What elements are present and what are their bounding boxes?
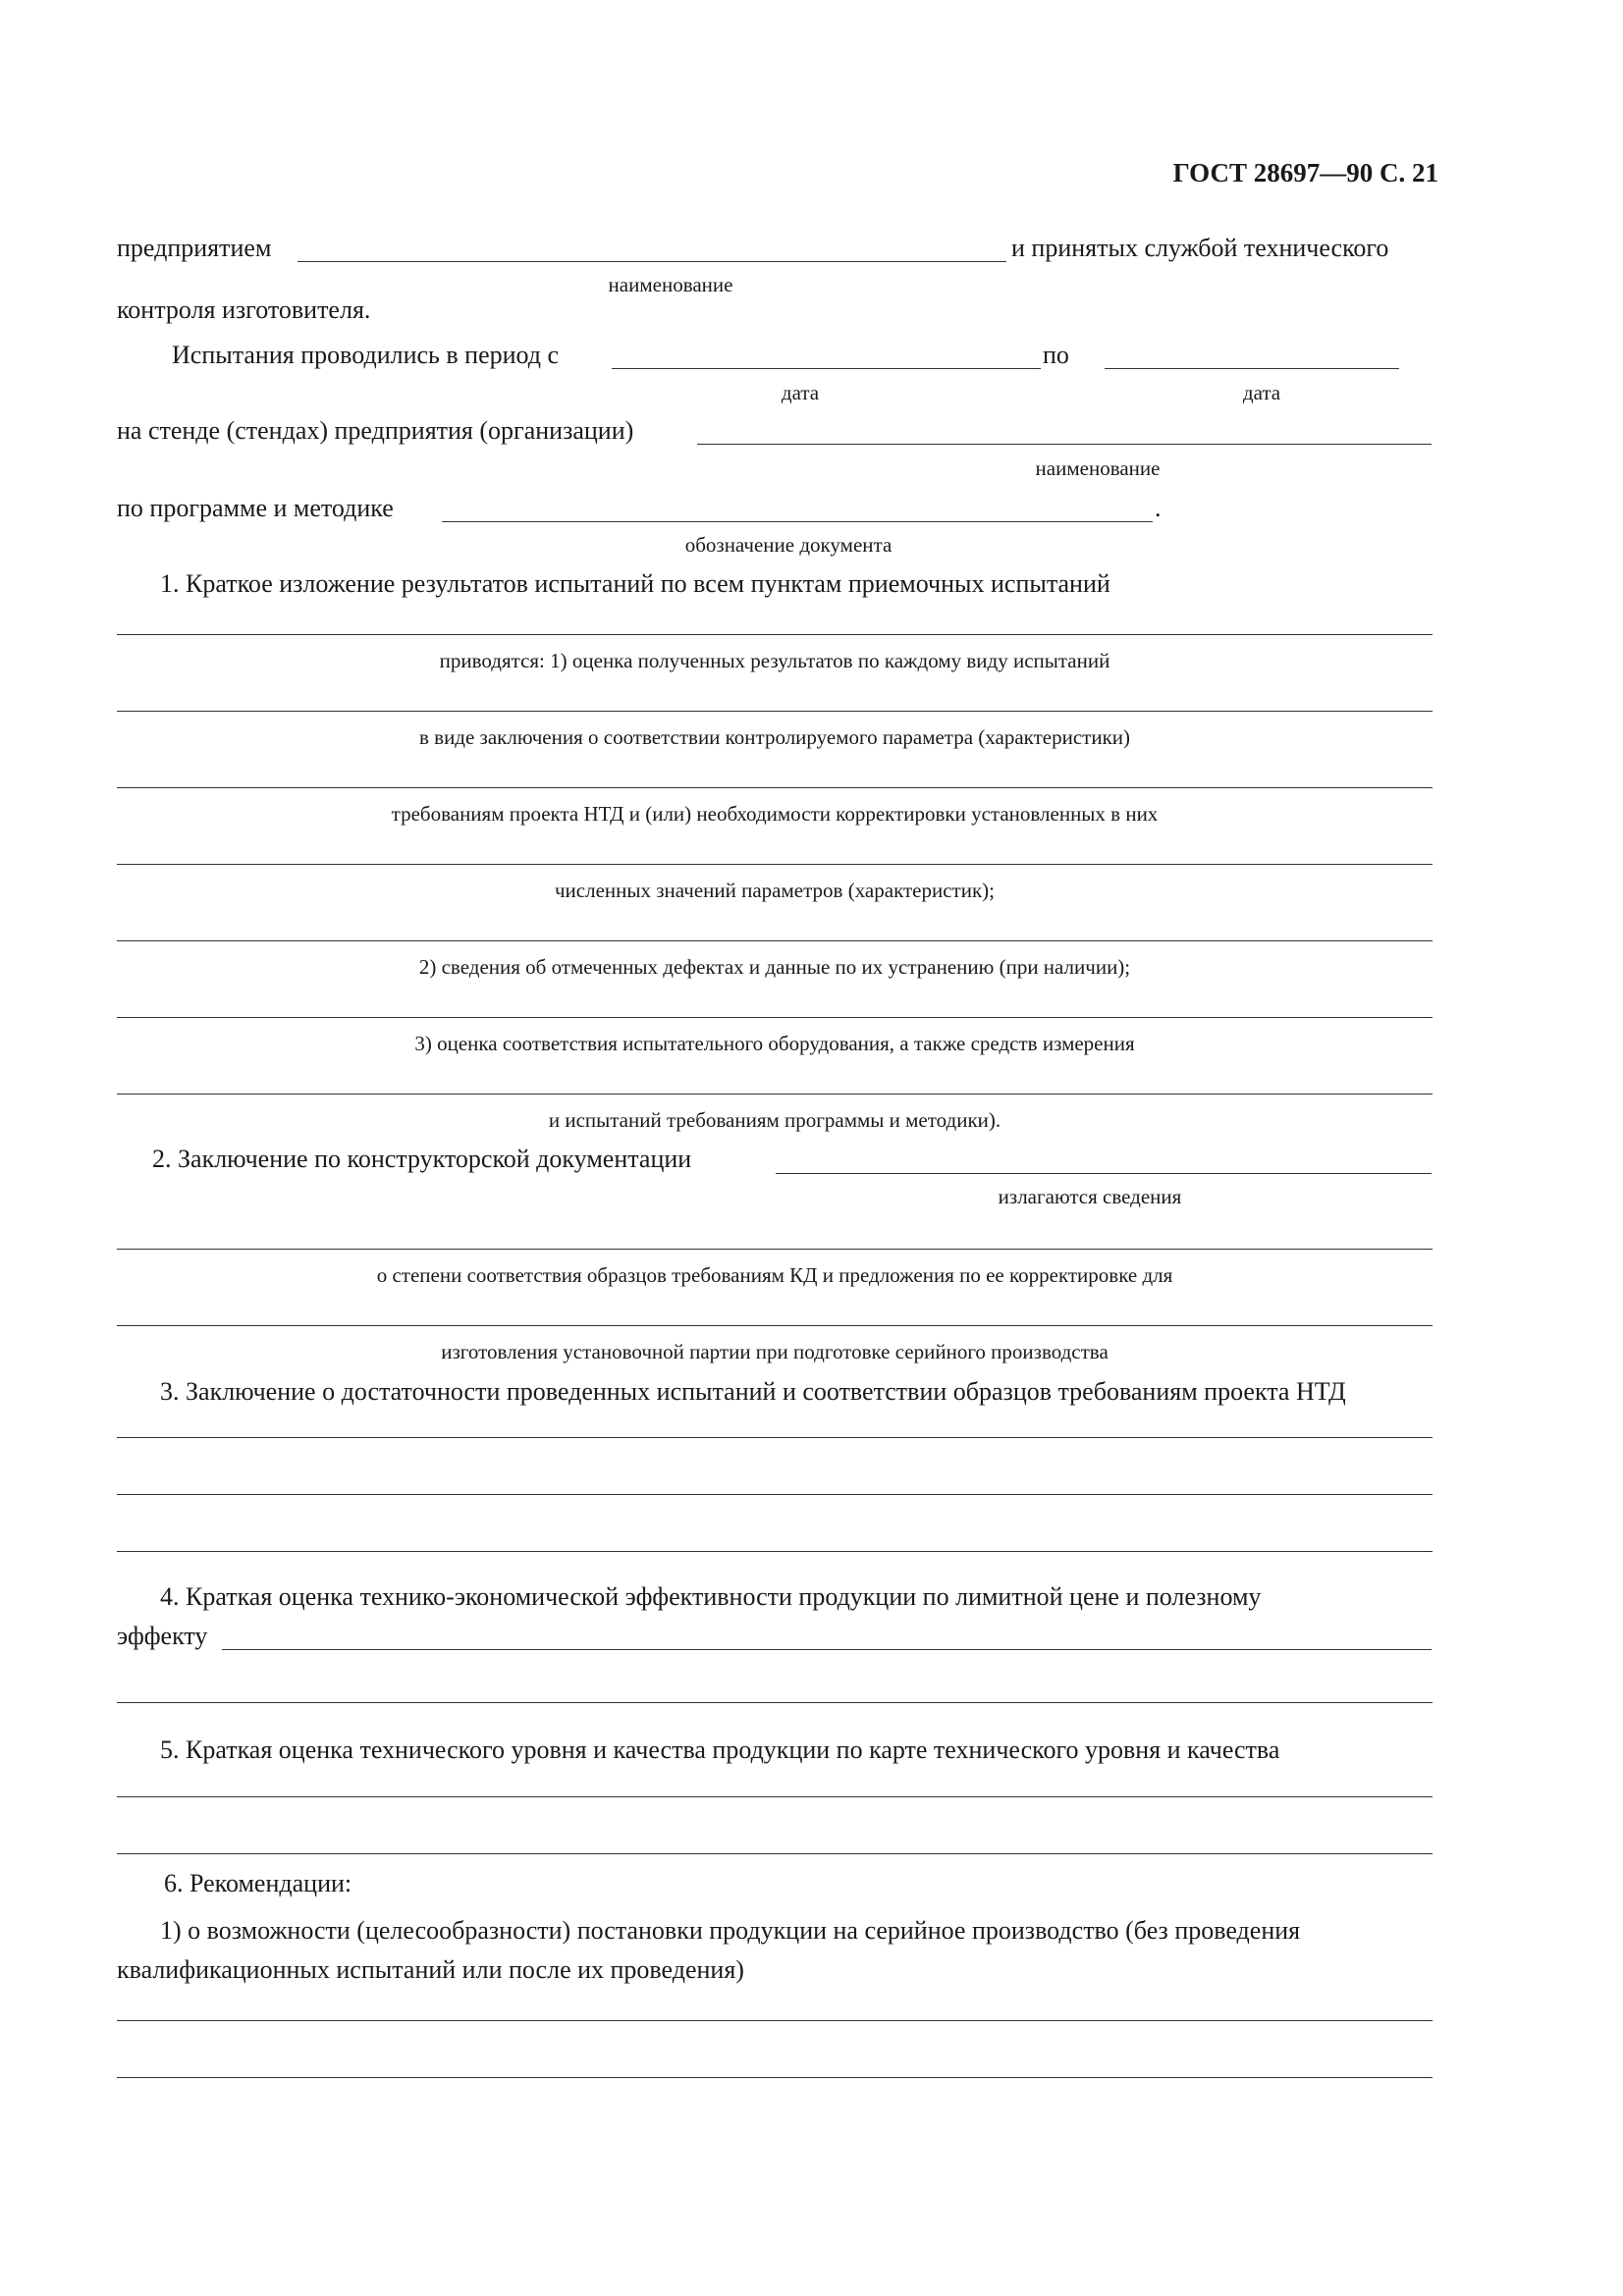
date-caption-end: дата bbox=[1242, 381, 1281, 404]
section-2-field-line[interactable] bbox=[117, 1325, 1433, 1326]
section-6-field-line[interactable] bbox=[117, 2020, 1433, 2021]
section-2-caption: изготовления установочной партии при подготовке серийного производства bbox=[441, 1340, 1109, 1363]
accepted-text: и принятых службой технического bbox=[1011, 234, 1389, 262]
section-6-item-1-line-2: квалификационных испытаний или после их проведения) bbox=[117, 1955, 744, 1984]
section-5-field-line[interactable] bbox=[117, 1853, 1433, 1854]
section-1-field-line[interactable] bbox=[117, 1017, 1433, 1018]
period-start-field[interactable] bbox=[612, 368, 1041, 369]
section-1-caption: численных значений параметров (характеристик); bbox=[555, 879, 995, 902]
to-label: по bbox=[1043, 341, 1069, 369]
section-2-field-line[interactable] bbox=[776, 1173, 1432, 1174]
program-end-dot: . bbox=[1155, 494, 1162, 522]
section-1-field-line[interactable] bbox=[117, 1094, 1433, 1095]
section-2-caption: о степени соответствия образцов требованиям КД и предложения по ее корректировке для bbox=[376, 1263, 1173, 1287]
section-1-field-line[interactable] bbox=[117, 864, 1433, 865]
section-3-field-line[interactable] bbox=[117, 1437, 1433, 1438]
program-document-field[interactable] bbox=[442, 521, 1153, 522]
section-1-caption: 3) оценка соответствия испытательного оборудования, а также средств измерения bbox=[414, 1032, 1135, 1055]
stand-caption: наименование bbox=[1035, 456, 1161, 480]
document-caption: обозначение документа bbox=[684, 533, 893, 557]
section-1-field-line[interactable] bbox=[117, 787, 1433, 788]
stand-name-field[interactable] bbox=[697, 444, 1432, 445]
section-3-field-line[interactable] bbox=[117, 1494, 1433, 1495]
section-3-title: 3. Заключение о достаточности проведенных испытаний и соответствии образцов требованиям проекта НТД bbox=[160, 1377, 1346, 1406]
section-1-field-line[interactable] bbox=[117, 940, 1433, 941]
section-2-field-line[interactable] bbox=[117, 1249, 1433, 1250]
section-1-caption: 2) сведения об отмеченных дефектах и данные по их устранению (при наличии); bbox=[418, 955, 1131, 979]
section-2-title: 2. Заключение по конструкторской документации bbox=[152, 1145, 692, 1173]
section-1-caption: требованиям проекта НТД и (или) необходимости корректировки установленных в них bbox=[391, 802, 1159, 826]
section-3-field-line[interactable] bbox=[117, 1551, 1433, 1552]
section-5-field-line[interactable] bbox=[117, 1796, 1433, 1797]
control-text: контроля изготовителя. bbox=[117, 295, 371, 324]
page-header: ГОСТ 28697—90 С. 21 bbox=[1172, 158, 1438, 187]
section-1-caption: в виде заключения о соответствии контролируемого параметра (характеристики) bbox=[418, 725, 1131, 749]
section-4-field-line[interactable] bbox=[222, 1649, 1432, 1650]
enterprise-label: предприятием bbox=[117, 234, 272, 262]
section-1-caption: приводятся: 1) оценка полученных результатов по каждому виду испытаний bbox=[439, 649, 1110, 672]
enterprise-name-field[interactable] bbox=[298, 261, 1006, 262]
period-label: Испытания проводились в период с bbox=[172, 341, 560, 369]
name-caption: наименование bbox=[608, 273, 733, 296]
section-1-field-line[interactable] bbox=[117, 711, 1433, 712]
section-4-title: 4. Краткая оценка технико-экономической эффективности продукции по лимитной цене и полезному bbox=[160, 1582, 1262, 1611]
section-6-item-1-line-1: 1) о возможности (целесообразности) постановки продукции на серийное производство (без проведения bbox=[160, 1916, 1301, 1945]
section-5-title: 5. Краткая оценка технического уровня и качества продукции по карте технического уровня и качества bbox=[160, 1735, 1280, 1764]
section-1-title: 1. Краткое изложение результатов испытаний по всем пунктам приемочных испытаний bbox=[160, 569, 1110, 598]
section-6-title: 6. Рекомендации: bbox=[164, 1869, 352, 1897]
section-6-field-line[interactable] bbox=[117, 2077, 1433, 2078]
date-caption-start: дата bbox=[781, 381, 820, 404]
period-end-field[interactable] bbox=[1105, 368, 1399, 369]
stand-label: на стенде (стендах) предприятия (организации) bbox=[117, 416, 634, 445]
section-1-caption: и испытаний требованиям программы и методики). bbox=[548, 1108, 1001, 1132]
section-4-effect-label: эффекту bbox=[117, 1622, 208, 1650]
program-label: по программе и методике bbox=[117, 494, 394, 522]
section-1-field-line[interactable] bbox=[117, 634, 1433, 635]
section-2-caption: излагаются сведения bbox=[998, 1185, 1182, 1208]
section-4-field-line[interactable] bbox=[117, 1702, 1433, 1703]
